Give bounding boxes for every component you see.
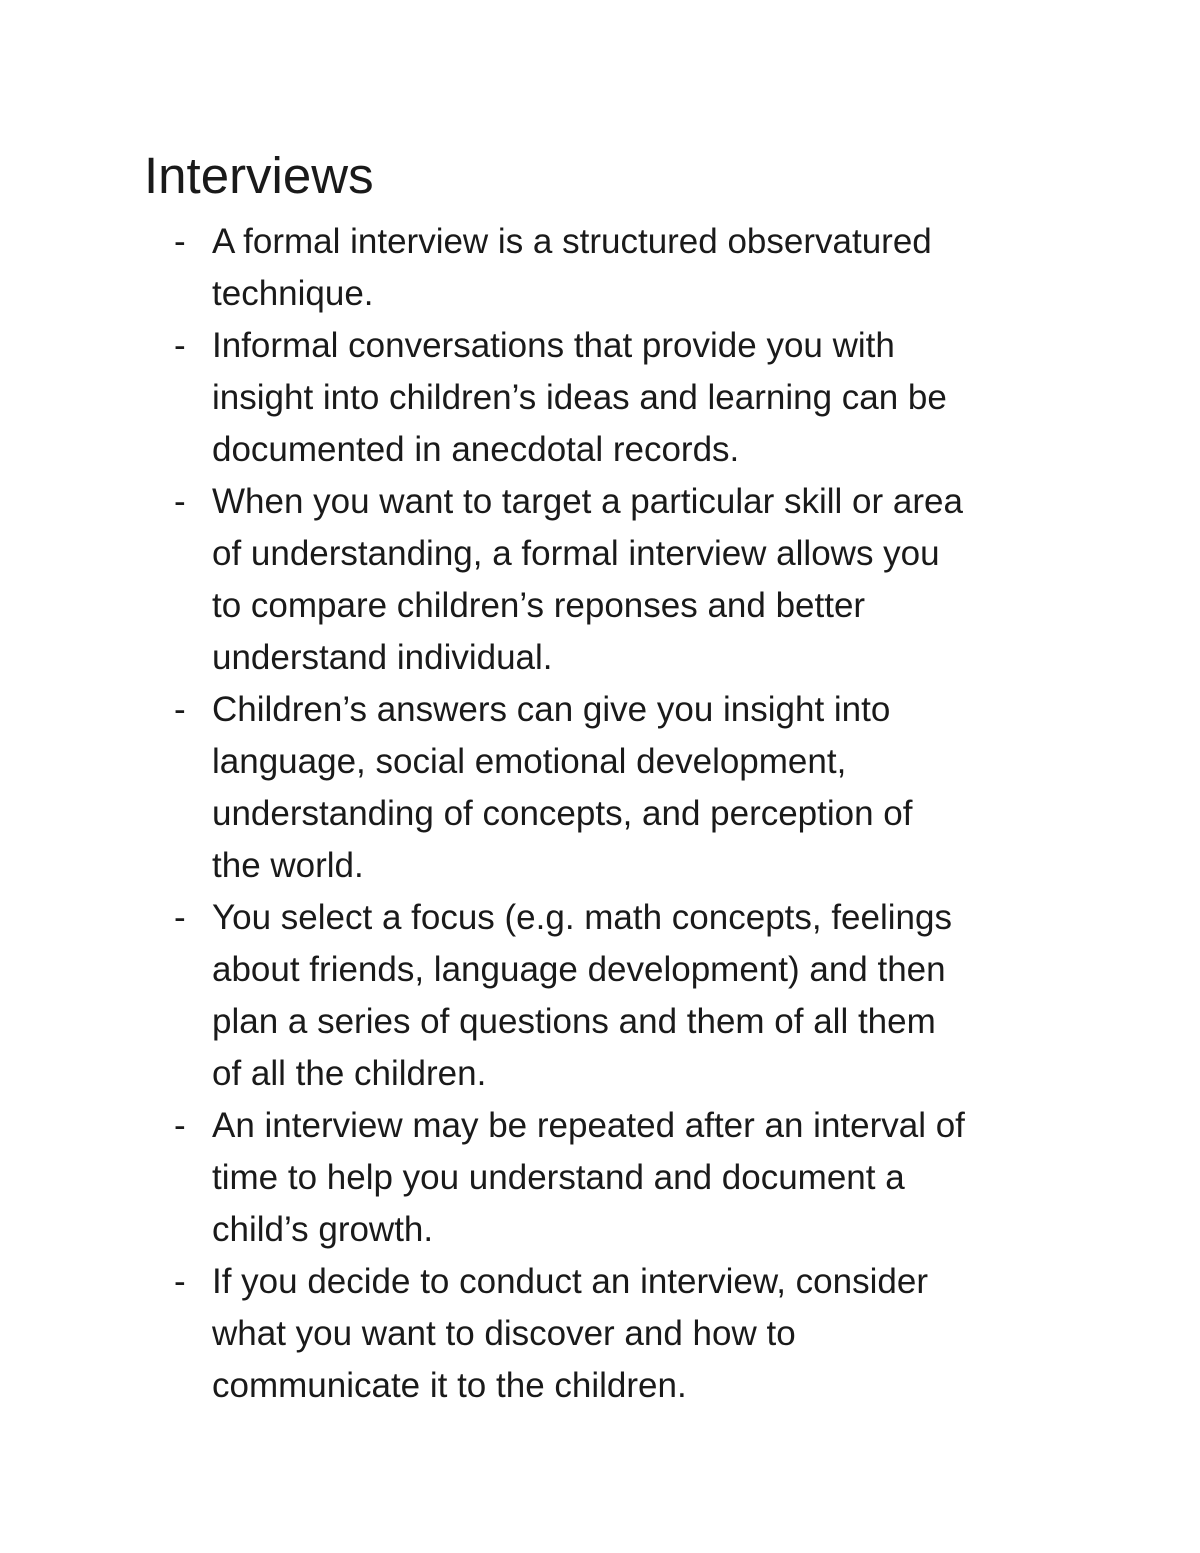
bullet-dash: - [174, 222, 186, 261]
bullet-dash: - [174, 1262, 186, 1301]
page-title: Interviews [144, 147, 374, 204]
list-item-text: Informal conversations that provide you with insight into children’s ideas and learning can be documented in anecdotal records. [212, 326, 947, 469]
list-item [0, 892, 1200, 1100]
bullet-dash: - [174, 482, 186, 521]
list-item [0, 476, 1200, 684]
list-item [0, 216, 1200, 320]
list-item-text: When you want to target a particular skill or area of understanding, a formal interview allows you to compare children’s reponses and better understand individual. [212, 482, 963, 677]
list-item-text: You select a focus (e.g. math concepts, feelings about friends, language development) and then plan a series of questions and them of all them of all the children. [212, 898, 952, 1093]
bullet-dash: - [174, 326, 186, 365]
list-item-text: If you decide to conduct an interview, consider what you want to discover and how to communicate it to the children. [212, 1262, 928, 1405]
bullet-list [0, 216, 1200, 1412]
list-item [0, 1100, 1200, 1256]
list-item [0, 1256, 1200, 1412]
list-item-text: A formal interview is a structured observatured technique. [212, 222, 932, 313]
bullet-dash: - [174, 690, 186, 729]
list-item [0, 684, 1200, 892]
list-item-text: Children’s answers can give you insight into language, social emotional development, understanding of concepts, and perception of the world. [212, 690, 913, 885]
bullet-dash: - [174, 1106, 186, 1145]
list-item-text: An interview may be repeated after an interval of time to help you understand and document a child’s growth. [212, 1106, 965, 1249]
bullet-dash: - [174, 898, 186, 937]
list-item [0, 320, 1200, 476]
